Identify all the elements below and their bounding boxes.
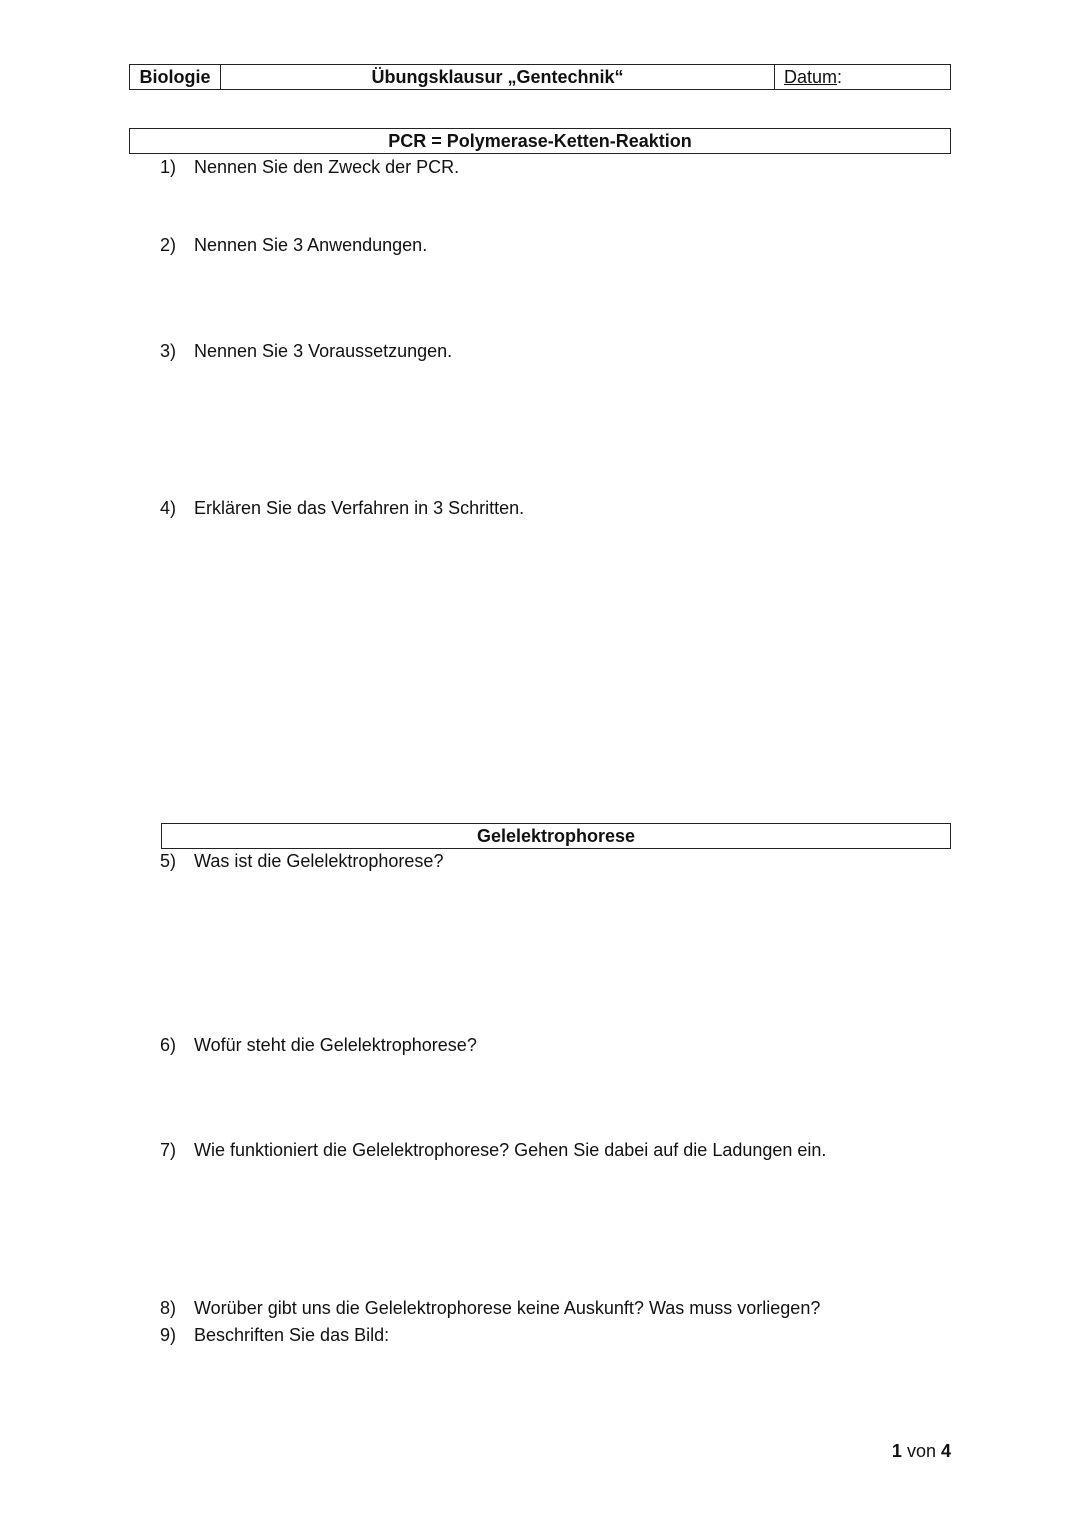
question-9	[160, 1325, 389, 1346]
page-total: 4	[940, 1441, 951, 1461]
question-text: Erklären Sie das Verfahren in 3 Schritten.	[194, 498, 525, 518]
question-text: Nennen Sie den Zweck der PCR.	[194, 157, 460, 177]
exam-title: Übungsklausur „Gentechnik“	[221, 65, 775, 89]
question-text: Wofür steht die Gelelektrophorese?	[194, 1035, 477, 1055]
date-label: Datum	[784, 67, 838, 87]
question-text: Worüber gibt uns die Gelelektrophorese keine Auskunft? Was muss vorliegen?	[194, 1298, 821, 1318]
question-4	[160, 498, 524, 519]
page-number	[892, 1441, 951, 1462]
question-2	[160, 235, 427, 256]
page-separator: von	[906, 1441, 936, 1461]
question-number: 4)	[160, 498, 177, 518]
header-table	[129, 64, 951, 90]
question-number: 3)	[160, 341, 177, 361]
question-5	[160, 851, 443, 872]
question-number: 7)	[160, 1140, 177, 1160]
question-8	[160, 1298, 820, 1319]
subject-cell: Biologie	[130, 65, 221, 89]
question-text: Nennen Sie 3 Anwendungen.	[194, 235, 428, 255]
question-number: 1)	[160, 157, 177, 177]
question-text: Was ist die Gelelektrophorese?	[194, 851, 444, 871]
question-text: Nennen Sie 3 Voraussetzungen.	[194, 341, 453, 361]
question-number: 8)	[160, 1298, 177, 1318]
question-number: 6)	[160, 1035, 177, 1055]
date-colon: :	[837, 67, 843, 87]
question-text: Wie funktioniert die Gelelektrophorese? Gehen Sie dabei auf die Ladungen ein.	[194, 1140, 827, 1160]
page-current: 1	[891, 1441, 902, 1461]
question-number: 5)	[160, 851, 177, 871]
question-number: 9)	[160, 1325, 177, 1345]
question-7	[160, 1140, 826, 1161]
section-header-gel: Gelelektrophorese	[161, 823, 951, 849]
question-6	[160, 1035, 477, 1056]
question-text: Beschriften Sie das Bild:	[194, 1325, 390, 1345]
question-1	[160, 157, 459, 178]
date-cell	[775, 65, 950, 89]
section-header-pcr: PCR = Polymerase-Ketten-Reaktion	[129, 128, 951, 154]
question-3	[160, 341, 452, 362]
question-number: 2)	[160, 235, 177, 255]
